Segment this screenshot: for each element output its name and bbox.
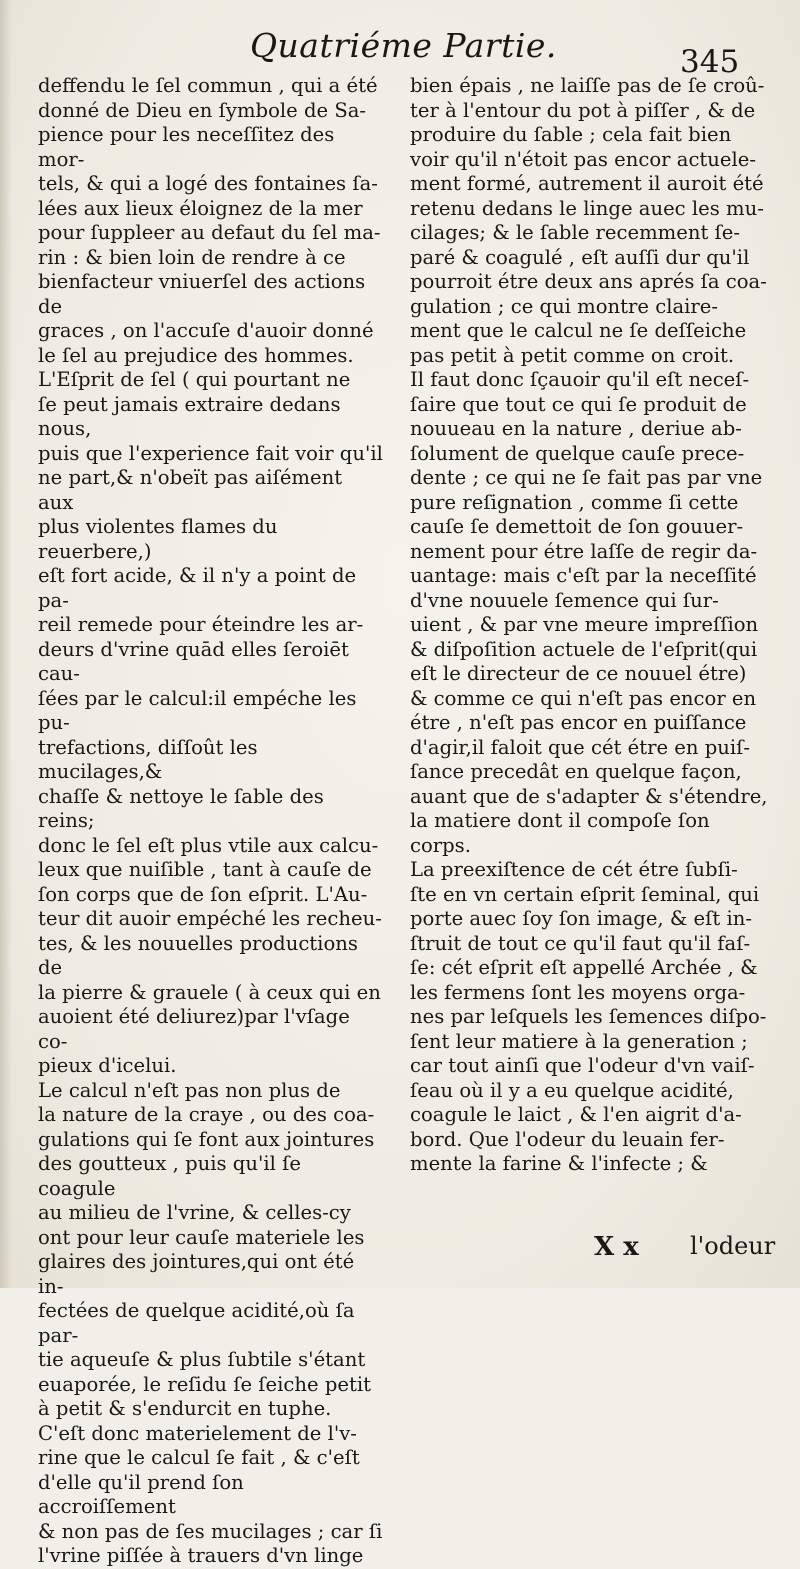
paragraph: deffendu le ſel commun , qui a été donné de Dieu en ſymbole de Sa- pience pour les neceſſitez des mor- tels, & qui a logé des fontaines ſa- lées aux lieux éloignez de la mer pour ſuppleer au defaut du ſel ma- rin : & bien loin de rendre à ce bienfacteur vniuerſel des actions de graces , on l'accuſe d'auoir donné le ſel au prejudice des hommes. bbox=[38, 74, 381, 367]
running-title: Quatriéme Partie. bbox=[250, 26, 557, 65]
left-column bbox=[38, 74, 383, 1569]
right-column bbox=[410, 74, 778, 1177]
paragraph: Le calcul n'eſt pas non plus de la nature de la craye , ou des coa- gulations qui ſe font aux jointures des goutteux , puis qu'il ſe coagule au milieu de l'vrine, & celles-cy ont pour leur cauſe materiele les glaires des jointures,qui ont été in- fectées de quelque acidité,où ſa par- tie aqueuſe & plus ſubtile s'étant euaporée, le reſidu ſe ſeiche petit à petit & s'endurcit en tuphe. bbox=[38, 1078, 375, 1420]
paragraph: L'Eſprit de ſel ( qui pourtant ne ſe peut jamais extraire dedans nous, puis que l'experience fait voir qu'il ne part,& n'obeït pas aiſément aux plus violentes flames du reuerbere,) eſt fort acide, & il n'y a point de pa- reil remede pour éteindre les ar- deurs d'vrine quād elles ſeroiēt cau- ſées par le calcul:il empéche les pu- trefactions, diſſoût les mucilages,& chaſſe & nettoye le ſable des reins; donc le ſel eſt plus vtile aux calcu- leux que nuiſible , tant à cauſe de ſon corps que de ſon eſprit. L'Au- teur dit auoir empéché les recheu- tes, & les nouuelles productions de la pierre & grauele ( à ceux qui en auoient été deliurez)par l'vſage co- pieux d'icelui. bbox=[38, 368, 383, 1077]
signature-mark: X x bbox=[594, 1232, 639, 1262]
page-edge-shadow bbox=[0, 0, 12, 1288]
page-header bbox=[0, 18, 800, 80]
paragraph: La preexiſtence de cét étre ſubſi- ſte en vn certain eſprit ſeminal, qui porte auec ſoy ſon image, & eſt in- ſtruit de tout ce qu'il faut qu'il faſ- ſe: cét eſprit eſt appellé Archée , & les fermens ſont les moyens orga- nes par leſquels les ſemences diſpo- ſent leur matiere à la generation ; car tout ainſi que l'odeur d'vn vaiſ- ſeau où il y a eu quelque acidité, coagule le laict , & l'en aigrit d'a- bord. Que l'odeur du leuain fer- mente la farine & l'infecte ; & bbox=[410, 858, 767, 1175]
paragraph: C'eſt donc materielement de l'v- rine que le calcul ſe fait , & c'eſt d'elle qu'il prend ſon accroiſſement & non pas de ſes mucilages ; car ſi l'vrine piſſée à trauers d'vn linge bbox=[38, 1421, 383, 1567]
catchword: l'odeur bbox=[690, 1232, 776, 1260]
paragraph: bien épais , ne laiſſe pas de ſe croû- ter à l'entour du pot à piſſer , & de produire du ſable ; cela fait bien voir qu'il n'étoit pas encor actuele- ment formé, autrement il auroit été retenu dedans le linge auec les mu- cilages; & le ſable recemment ſe- paré & coagulé , eſt auſſi dur qu'il pourroit étre deux ans aprés ſa coa- gulation ; ce qui montre claire- ment que le calcul ne ſe deſſeiche pas petit à petit comme on croit. Il faut donc ſçauoir qu'il eſt neceſ- ſaire que tout ce qui ſe produit de nouueau en la nature , deriue ab- ſolument de quelque cauſe prece- dente ; ce qui ne ſe fait pas par vne pure reſignation , comme ſi cette cauſe ſe demettoit de ſon gouuer- nement pour étre laſſe de regir da- uantage: mais c'eſt par la neceſſité d'vne nouuele ſemence qui ſur- uient , & par vne meure impreſſion & diſpoſition actuele de l'eſprit(qui eſt le directeur de ce nouuel étre) & comme ce qui n'eſt pas encor en étre , n'eſt pas encor en puiſſance d'agir,il faloit que cét étre en puiſ- ſance precedât en quelque façon, auant que de s'adapter & s'étendre, la matiere dont il compoſe ſon corps. bbox=[410, 74, 768, 857]
page-number: 345 bbox=[680, 44, 740, 80]
